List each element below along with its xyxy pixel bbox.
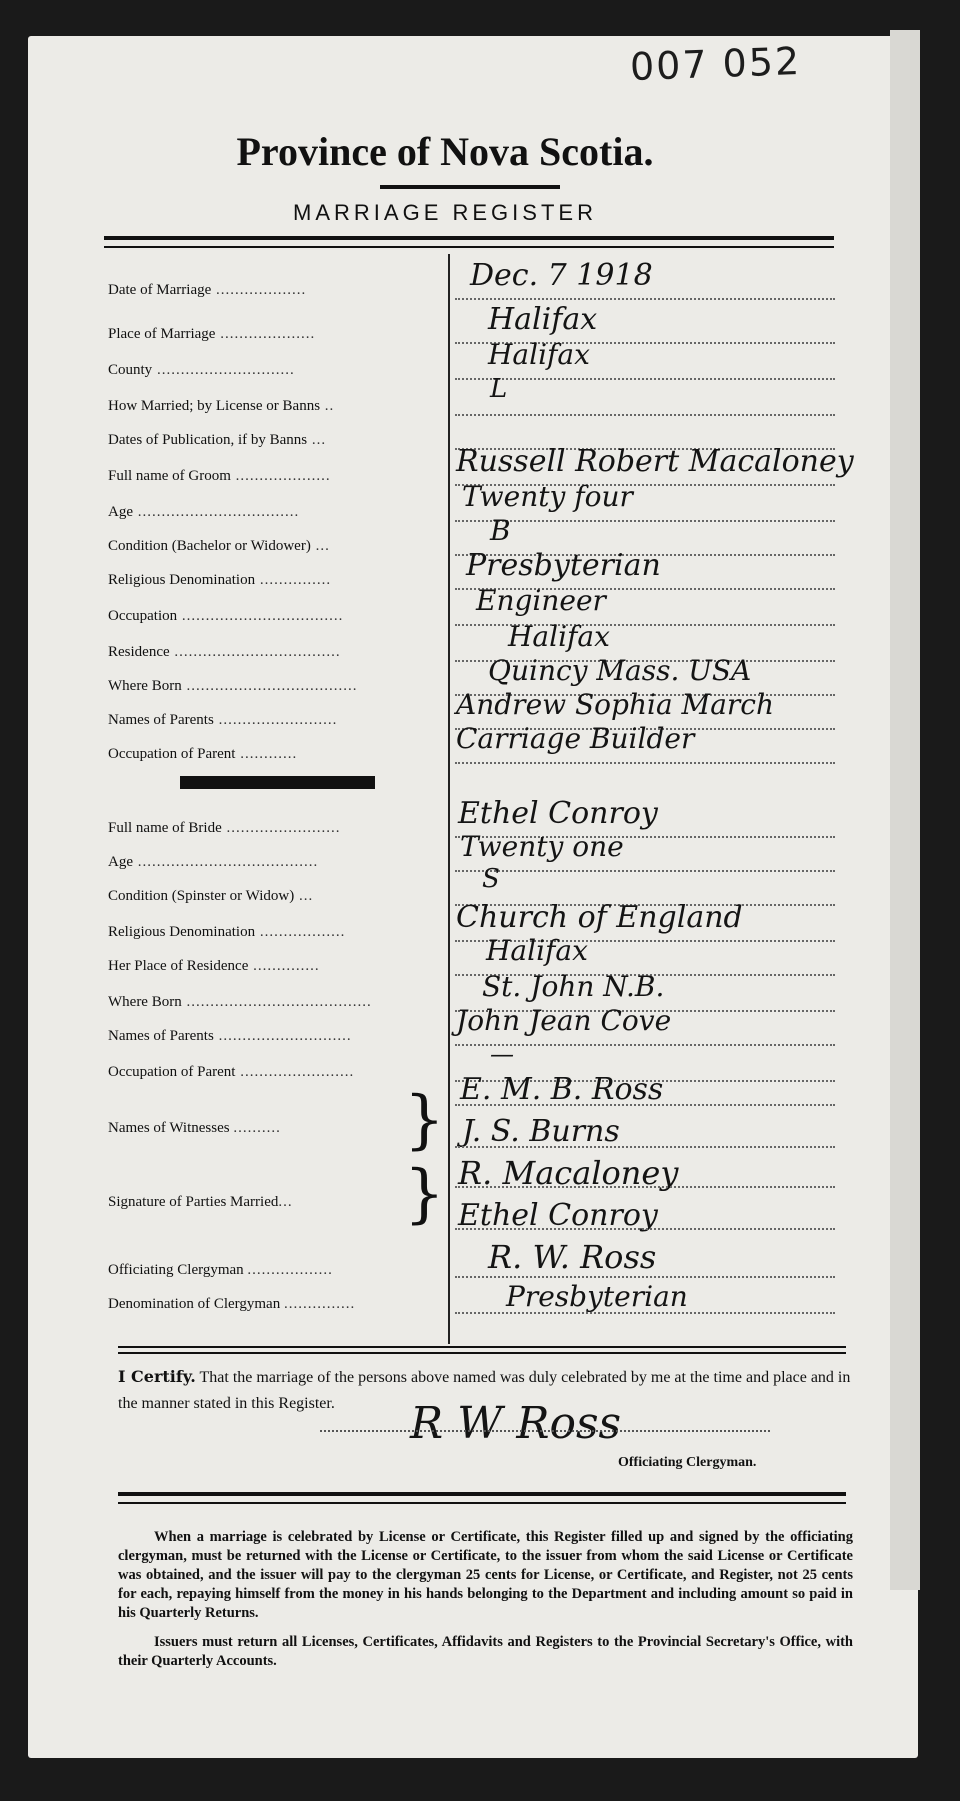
witness-1-line	[455, 1104, 835, 1106]
field-label-text: Occupation of Parent	[108, 1064, 236, 1080]
header-rule	[104, 236, 834, 240]
field-handwritten-value: Engineer	[476, 584, 606, 617]
field-label-text: Occupation of Parent	[108, 746, 236, 762]
notice-paragraph-1: When a marriage is celebrated by License or Certificate, this Register filled up and signed by the officiating clergyman, must be returned with the License or Certificate, to the issuer from whom the said License or Certificate was obtained, and the issuer will pay to the clergyman 25 cents for License, or Certificate, and Register, not 25 cents for each, repaying himself from the money in his hands belonging to the Department and including amount so paid in his Quarterly Returns.	[118, 1529, 853, 1621]
field-label: County .............................	[108, 362, 295, 378]
field-label: Where Born ....................................	[108, 678, 358, 694]
field-label: Where Born .......................................	[108, 994, 372, 1010]
field-handwritten-value: Russell Robert Macaloney	[456, 444, 854, 479]
field-handwritten-value: Halifax	[508, 620, 610, 653]
parties-brace: }	[404, 1157, 445, 1231]
field-label: Age ..................................	[108, 504, 300, 520]
field-label-text: Residence	[108, 644, 170, 660]
witness-2: J. S. Burns	[462, 1114, 620, 1149]
certify-rule-top	[118, 1346, 846, 1348]
field-label: How Married; by License or Banns ..	[108, 398, 335, 414]
field-handwritten-value: John Jean Cove	[456, 1004, 672, 1037]
notice-paragraph-2: Issuers must return all Licenses, Certificates, Affidavits and Registers to the Provincial Secretary's Office, with their Quarterly Accounts.	[118, 1634, 853, 1669]
field-dotted-line	[455, 762, 835, 764]
field-label-text: Names of Parents	[108, 712, 214, 728]
serial-number: 007 052	[629, 39, 802, 89]
field-label-text: Occupation	[108, 608, 178, 624]
field-handwritten-value: B	[490, 514, 511, 547]
notice-rule	[118, 1492, 846, 1496]
field-label-text: Condition (Bachelor or Widower)	[108, 538, 311, 554]
field-label: Occupation of Parent ............	[108, 746, 298, 762]
field-dotted-line	[455, 414, 835, 416]
field-handwritten-value: Dec. 7 1918	[470, 258, 653, 293]
field-label: Occupation ..................................	[108, 608, 344, 624]
field-handwritten-value: S	[482, 864, 500, 894]
field-handwritten-value: St. John N.B.	[482, 970, 665, 1003]
field-handwritten-value: Quincy Mass. USA	[488, 654, 752, 687]
field-label: Religious Denomination ..................	[108, 924, 346, 940]
signature-caption: Officiating Clergyman.	[618, 1455, 757, 1470]
party-2-line	[455, 1228, 835, 1230]
field-handwritten-value: Andrew Sophia March	[456, 688, 775, 721]
field-handwritten-value: Halifax	[488, 338, 590, 371]
field-label-text: Age	[108, 504, 133, 520]
field-label-text: How Married; by License or Banns	[108, 398, 321, 414]
notice-rule-thin	[118, 1502, 846, 1504]
field-label-text: Age	[108, 854, 133, 870]
field-dotted-line	[455, 298, 835, 300]
witness-2-line	[455, 1146, 835, 1148]
clergy-signature: R W Ross	[410, 1398, 622, 1449]
field-label: Dates of Publication, if by Banns ...	[108, 432, 327, 448]
parties-label: Signature of Parties Married...	[108, 1194, 293, 1210]
document-subtitle: MARRIAGE REGISTER	[293, 200, 597, 225]
field-label-text: Religious Denomination	[108, 924, 256, 940]
field-label-text: Date of Marriage	[108, 282, 212, 298]
clergy-denomination-line	[455, 1312, 835, 1314]
field-label-text: Place of Marriage	[108, 326, 216, 342]
field-label: Religious Denomination ...............	[108, 572, 332, 588]
certify-body: That the marriage of the persons above named was duly celebrated by me at the time and place and in the manner stated in this Register.	[118, 1369, 851, 1412]
field-label-text: Full name of Bride	[108, 820, 222, 836]
field-label-text: Names of Parents	[108, 1028, 214, 1044]
document-title: Province of Nova Scotia.	[236, 129, 654, 174]
field-label: Her Place of Residence ..............	[108, 958, 320, 974]
signature-line	[320, 1430, 770, 1432]
groom-bride-separator	[180, 776, 375, 789]
field-label-text: Her Place of Residence	[108, 958, 249, 974]
field-label: Condition (Spinster or Widow) ...	[108, 888, 314, 904]
field-handwritten-value: Ethel Conroy	[458, 796, 658, 831]
field-handwritten-value: L	[490, 374, 508, 404]
field-handwritten-value: Church of England	[456, 900, 743, 935]
field-label-text: County	[108, 362, 153, 378]
field-label-text: Dates of Publication, if by Banns	[108, 432, 308, 448]
field-handwritten-value: Presbyterian	[466, 548, 661, 583]
party-1-line	[455, 1186, 835, 1188]
field-label: Names of Parents ............................	[108, 1028, 352, 1044]
title-rule	[380, 185, 560, 189]
field-dotted-line	[455, 378, 835, 380]
witnesses-brace: }	[404, 1083, 445, 1157]
field-dotted-line	[455, 520, 835, 522]
certify-lead: I Certify.	[118, 1367, 196, 1386]
witnesses-label: Names of Witnesses ..........	[108, 1120, 281, 1136]
officiating-clergyman-label: Officiating Clergyman ..................	[108, 1262, 333, 1278]
field-handwritten-value: Halifax	[486, 934, 588, 967]
header-rule-thin	[104, 246, 834, 248]
field-handwritten-value: Twenty four	[462, 480, 633, 513]
field-label: Full name of Bride ........................	[108, 820, 341, 836]
officiating-clergyman-value: R. W. Ross	[488, 1238, 657, 1276]
field-dotted-line	[455, 870, 835, 872]
certify-rule-top-2	[118, 1352, 846, 1354]
clergyman-line	[455, 1276, 835, 1278]
party-signature-2: Ethel Conroy	[458, 1198, 658, 1233]
field-label-text: Where Born	[108, 678, 182, 694]
field-handwritten-value: Halifax	[488, 302, 598, 337]
instructions-notice	[118, 1528, 853, 1681]
field-label: Date of Marriage ...................	[108, 282, 307, 298]
field-label-text: Condition (Spinster or Widow)	[108, 888, 295, 904]
field-label: Place of Marriage ....................	[108, 326, 316, 342]
field-label: Condition (Bachelor or Widower) ...	[108, 538, 330, 554]
field-label-text: Full name of Groom	[108, 468, 231, 484]
field-label: Names of Parents .........................	[108, 712, 338, 728]
clergy-denomination-label: Denomination of Clergyman ...............	[108, 1296, 356, 1312]
column-divider	[448, 254, 450, 1344]
field-label: Full name of Groom ....................	[108, 468, 331, 484]
field-label: Residence ...................................	[108, 644, 341, 660]
field-label: Occupation of Parent ........................	[108, 1064, 355, 1080]
clergy-denomination-value: Presbyterian	[506, 1280, 688, 1313]
field-handwritten-value: —	[490, 1040, 514, 1068]
field-label-text: Where Born	[108, 994, 182, 1010]
witness-1: E. M. B. Ross	[460, 1072, 664, 1107]
field-label-text: Religious Denomination	[108, 572, 256, 588]
field-handwritten-value: Twenty one	[460, 830, 624, 863]
field-label: Age ......................................	[108, 854, 319, 870]
party-signature-1: R. Macaloney	[458, 1154, 679, 1192]
paper-edge	[890, 30, 920, 1590]
field-handwritten-value: Carriage Builder	[456, 722, 695, 755]
